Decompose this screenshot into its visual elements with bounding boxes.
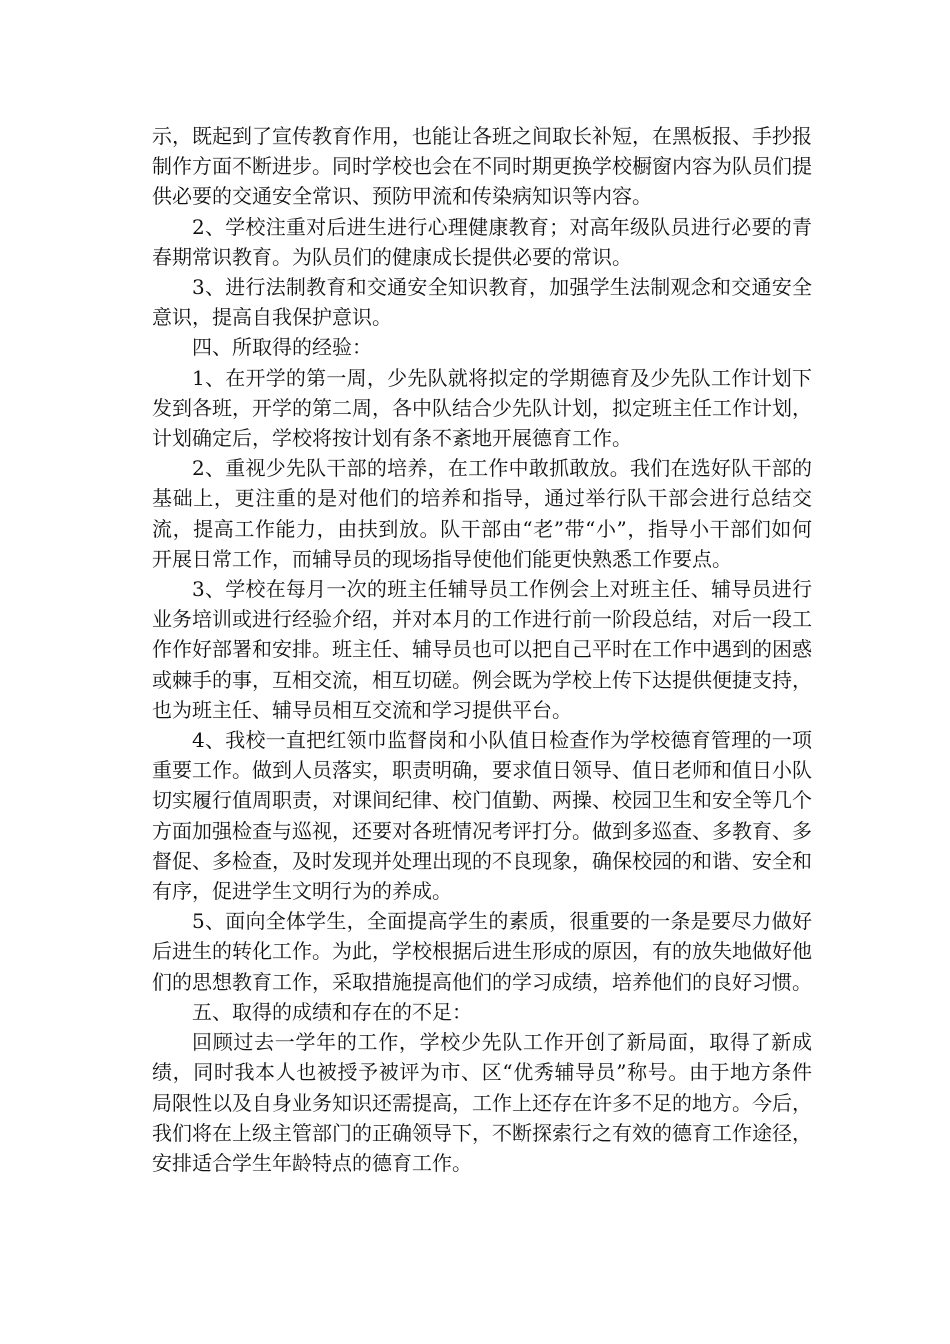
paragraph-experience-2: 2、重视少先队干部的培养，在工作中敢抓敢放。我们在选好队干部的基础上，更注重的是对他们的培养和指导，通过举行队干部会进行总结交流，提高工作能力，由扶到放。队干部由“老”带“小”，指导小干部们如何开展日常工作，而辅导员的现场指导使他们能更快熟悉工作要点。: [152, 456, 812, 571]
paragraph-continuation: 示，既起到了宣传教育作用，也能让各班之间取长补短，在黑板报、手抄报制作方面不断进步。同时学校也会在不同时期更换学校橱窗内容为队员们提供必要的交通安全常识、预防甲流和传染病知识等内容。: [152, 124, 812, 209]
paragraph-item-2-mental-health: 2、学校注重对后进生进行心理健康教育；对高年级队员进行必要的青春期常识教育。为队员们的健康成长提供必要的常识。: [152, 214, 812, 269]
document-body: [152, 121, 812, 1178]
paragraph-experience-4: 4、我校一直把红领巾监督岗和小队值日检查作为学校德育管理的一项重要工作。做到人员落实，职责明确，要求值日领导、值日老师和值日小队切实履行值周职责，对课间纪律、校门值勤、两操、校园卫生和安全等几个方面加强检查与巡视，还要对各班情况考评打分。做到多巡查、多教育、多督促、多检查，及时发现并处理出现的不良现象，确保校园的和谐、安全和有序，促进学生文明行为的养成。: [152, 728, 812, 904]
section-heading-experience: 四、所取得的经验：: [192, 335, 372, 360]
paragraph-achievements: 回顾过去一学年的工作，学校少先队工作开创了新局面，取得了新成绩，同时我本人也被授予被评为市、区“优秀辅导员”称号。由于地方条件局限性以及自身业务知识还需提高，工作上还存在许多不足的地方。今后，我们将在上级主管部门的正确领导下，不断探索行之有效的德育工作途径，安排适合学生年龄特点的德育工作。: [152, 1030, 812, 1175]
section-heading-achievements: 五、取得的成绩和存在的不足：: [192, 999, 472, 1024]
paragraph-experience-5: 5、面向全体学生，全面提高学生的素质，很重要的一条是要尽力做好后进生的转化工作。为此，学校根据后进生形成的原因，有的放失地做好他们的思想教育工作，采取措施提高他们的学习成绩，培养他们的良好习惯。: [152, 909, 812, 994]
paragraph-experience-3: 3、学校在每月一次的班主任辅导员工作例会上对班主任、辅导员进行业务培训或进行经验介绍，并对本月的工作进行前一阶段总结，对后一段工作作好部署和安排。班主任、辅导员也可以把自己平时在工作中遇到的困惑或棘手的事，互相交流，相互切磋。例会既为学校上传下达提供便捷支持，也为班主任、辅导员相互交流和学习提供平台。: [152, 577, 812, 722]
paragraph-item-3-legal-education: 3、进行法制教育和交通安全知识教育，加强学生法制观念和交通安全意识，提高自我保护意识。: [152, 275, 812, 330]
paragraph-experience-1: 1、在开学的第一周，少先队就将拟定的学期德育及少先队工作计划下发到各班，开学的第二周，各中队结合少先队计划，拟定班主任工作计划，计划确定后，学校将按计划有条不紊地开展德育工作。: [152, 365, 812, 451]
